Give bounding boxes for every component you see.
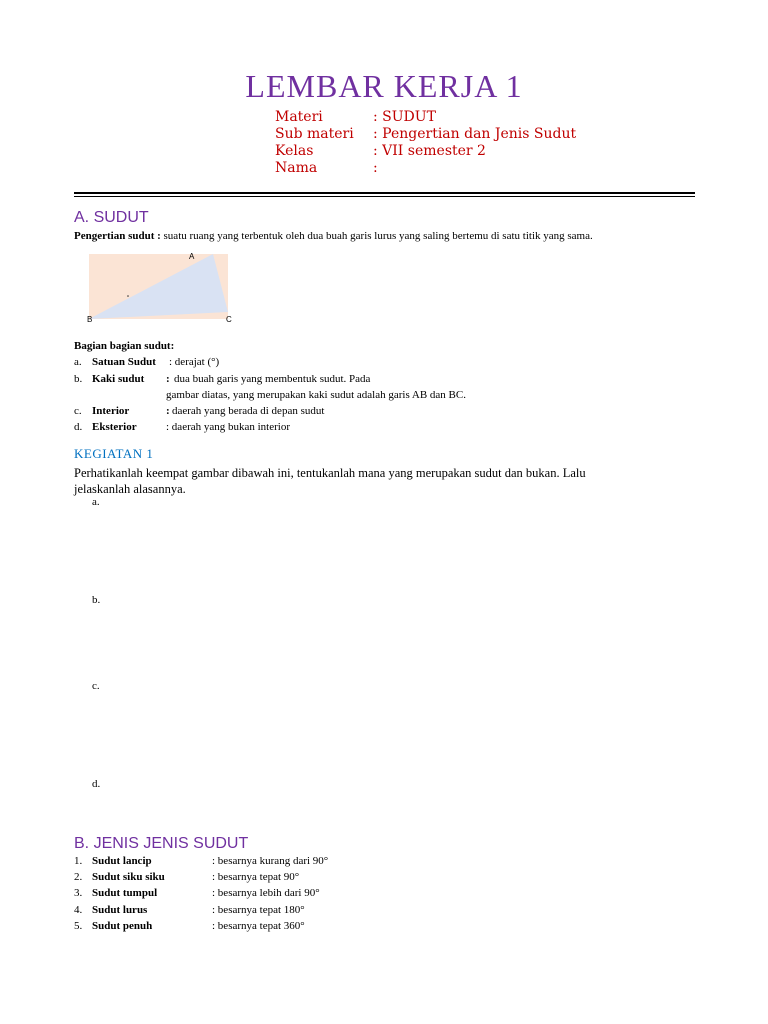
- parts-heading: Bagian bagian sudut:: [74, 340, 175, 352]
- kegiatan-item-a: a.: [92, 496, 100, 508]
- type-term-4: Sudut lurus: [92, 904, 148, 916]
- kegiatan-instruction-line1: Perhatikanlah keempat gambar dibawah ini, tentukanlah mana yang merupakan sudut dan bukan. Lalu: [74, 466, 586, 480]
- part-term-c: Interior: [92, 405, 130, 417]
- section-a-heading: A. SUDUT: [74, 209, 149, 226]
- figure-label-a: A: [189, 252, 195, 261]
- type-num-3: 3.: [74, 887, 83, 899]
- angle-figure: [80, 248, 250, 330]
- part-desc-c: daerah yang berada di depan sudut: [172, 405, 325, 417]
- part-letter-a: a.: [74, 356, 82, 368]
- type-num-5: 5.: [74, 920, 83, 932]
- type-term-3: Sudut tumpul: [92, 887, 158, 899]
- type-num-2: 2.: [74, 871, 83, 883]
- kegiatan-item-d: d.: [92, 778, 101, 790]
- part-letter-c: c.: [74, 405, 82, 417]
- kegiatan-item-c: c.: [92, 680, 100, 692]
- kegiatan-heading: KEGIATAN 1: [74, 446, 154, 461]
- meta-value-sub-materi: : Pengertian dan Jenis Sudut: [373, 126, 577, 142]
- type-term-2: Sudut siku siku: [92, 871, 165, 883]
- part-term-d: Eksterior: [92, 421, 137, 433]
- definition: [74, 230, 714, 242]
- kegiatan-instruction-line2: jelaskanlah alasannya.: [74, 482, 186, 496]
- type-desc-1: : besarnya kurang dari 90°: [212, 855, 329, 867]
- page-title: LEMBAR KERJA 1: [245, 68, 523, 104]
- part-colon-b: :: [166, 373, 170, 385]
- meta-key-sub-materi: Sub materi: [275, 126, 354, 142]
- meta-value-materi: : SUDUT: [373, 109, 436, 125]
- divider-thin: [74, 196, 695, 197]
- kegiatan-item-b: b.: [92, 594, 101, 606]
- type-desc-2: : besarnya tepat 90°: [212, 871, 300, 883]
- part-term-b: Kaki sudut: [92, 373, 145, 385]
- part-desc-d: : daerah yang bukan interior: [166, 421, 291, 433]
- type-term-1: Sudut lancip: [92, 855, 152, 867]
- type-desc-3: : besarnya lebih dari 90°: [212, 887, 320, 899]
- meta-value-kelas: : VII semester 2: [373, 143, 486, 159]
- type-num-1: 1.: [74, 855, 83, 867]
- meta-key-materi: Materi: [275, 109, 323, 125]
- type-num-4: 4.: [74, 904, 83, 916]
- section-b-heading: B. JENIS JENIS SUDUT: [74, 835, 249, 852]
- definition-term: Pengertian sudut :: [74, 230, 161, 242]
- part-colon-c: :: [166, 405, 170, 417]
- part-desc-b-line1: dua buah garis yang membentuk sudut. Pada: [174, 373, 371, 385]
- divider-thick: [74, 192, 695, 194]
- part-desc-b-line2: gambar diatas, yang merupakan kaki sudut adalah garis AB dan BC.: [166, 389, 466, 401]
- type-desc-4: : besarnya tepat 180°: [212, 904, 305, 916]
- type-desc-5: : besarnya tepat 360°: [212, 920, 305, 932]
- type-term-5: Sudut penuh: [92, 920, 153, 932]
- meta-key-kelas: Kelas: [275, 143, 314, 159]
- meta-key-nama: Nama: [275, 160, 318, 176]
- figure-dot: [127, 295, 129, 297]
- definition-text: suatu ruang yang terbentuk oleh dua buah garis lurus yang saling bertemu di satu titik yang sama.: [160, 230, 593, 242]
- part-letter-b: b.: [74, 373, 83, 385]
- part-desc-a: : derajat (°): [169, 356, 220, 368]
- part-term-a: Satuan Sudut: [92, 356, 156, 368]
- figure-label-c: C: [226, 315, 232, 324]
- meta-value-nama: :: [373, 160, 378, 176]
- figure-label-b: B: [87, 315, 93, 324]
- part-letter-d: d.: [74, 421, 83, 433]
